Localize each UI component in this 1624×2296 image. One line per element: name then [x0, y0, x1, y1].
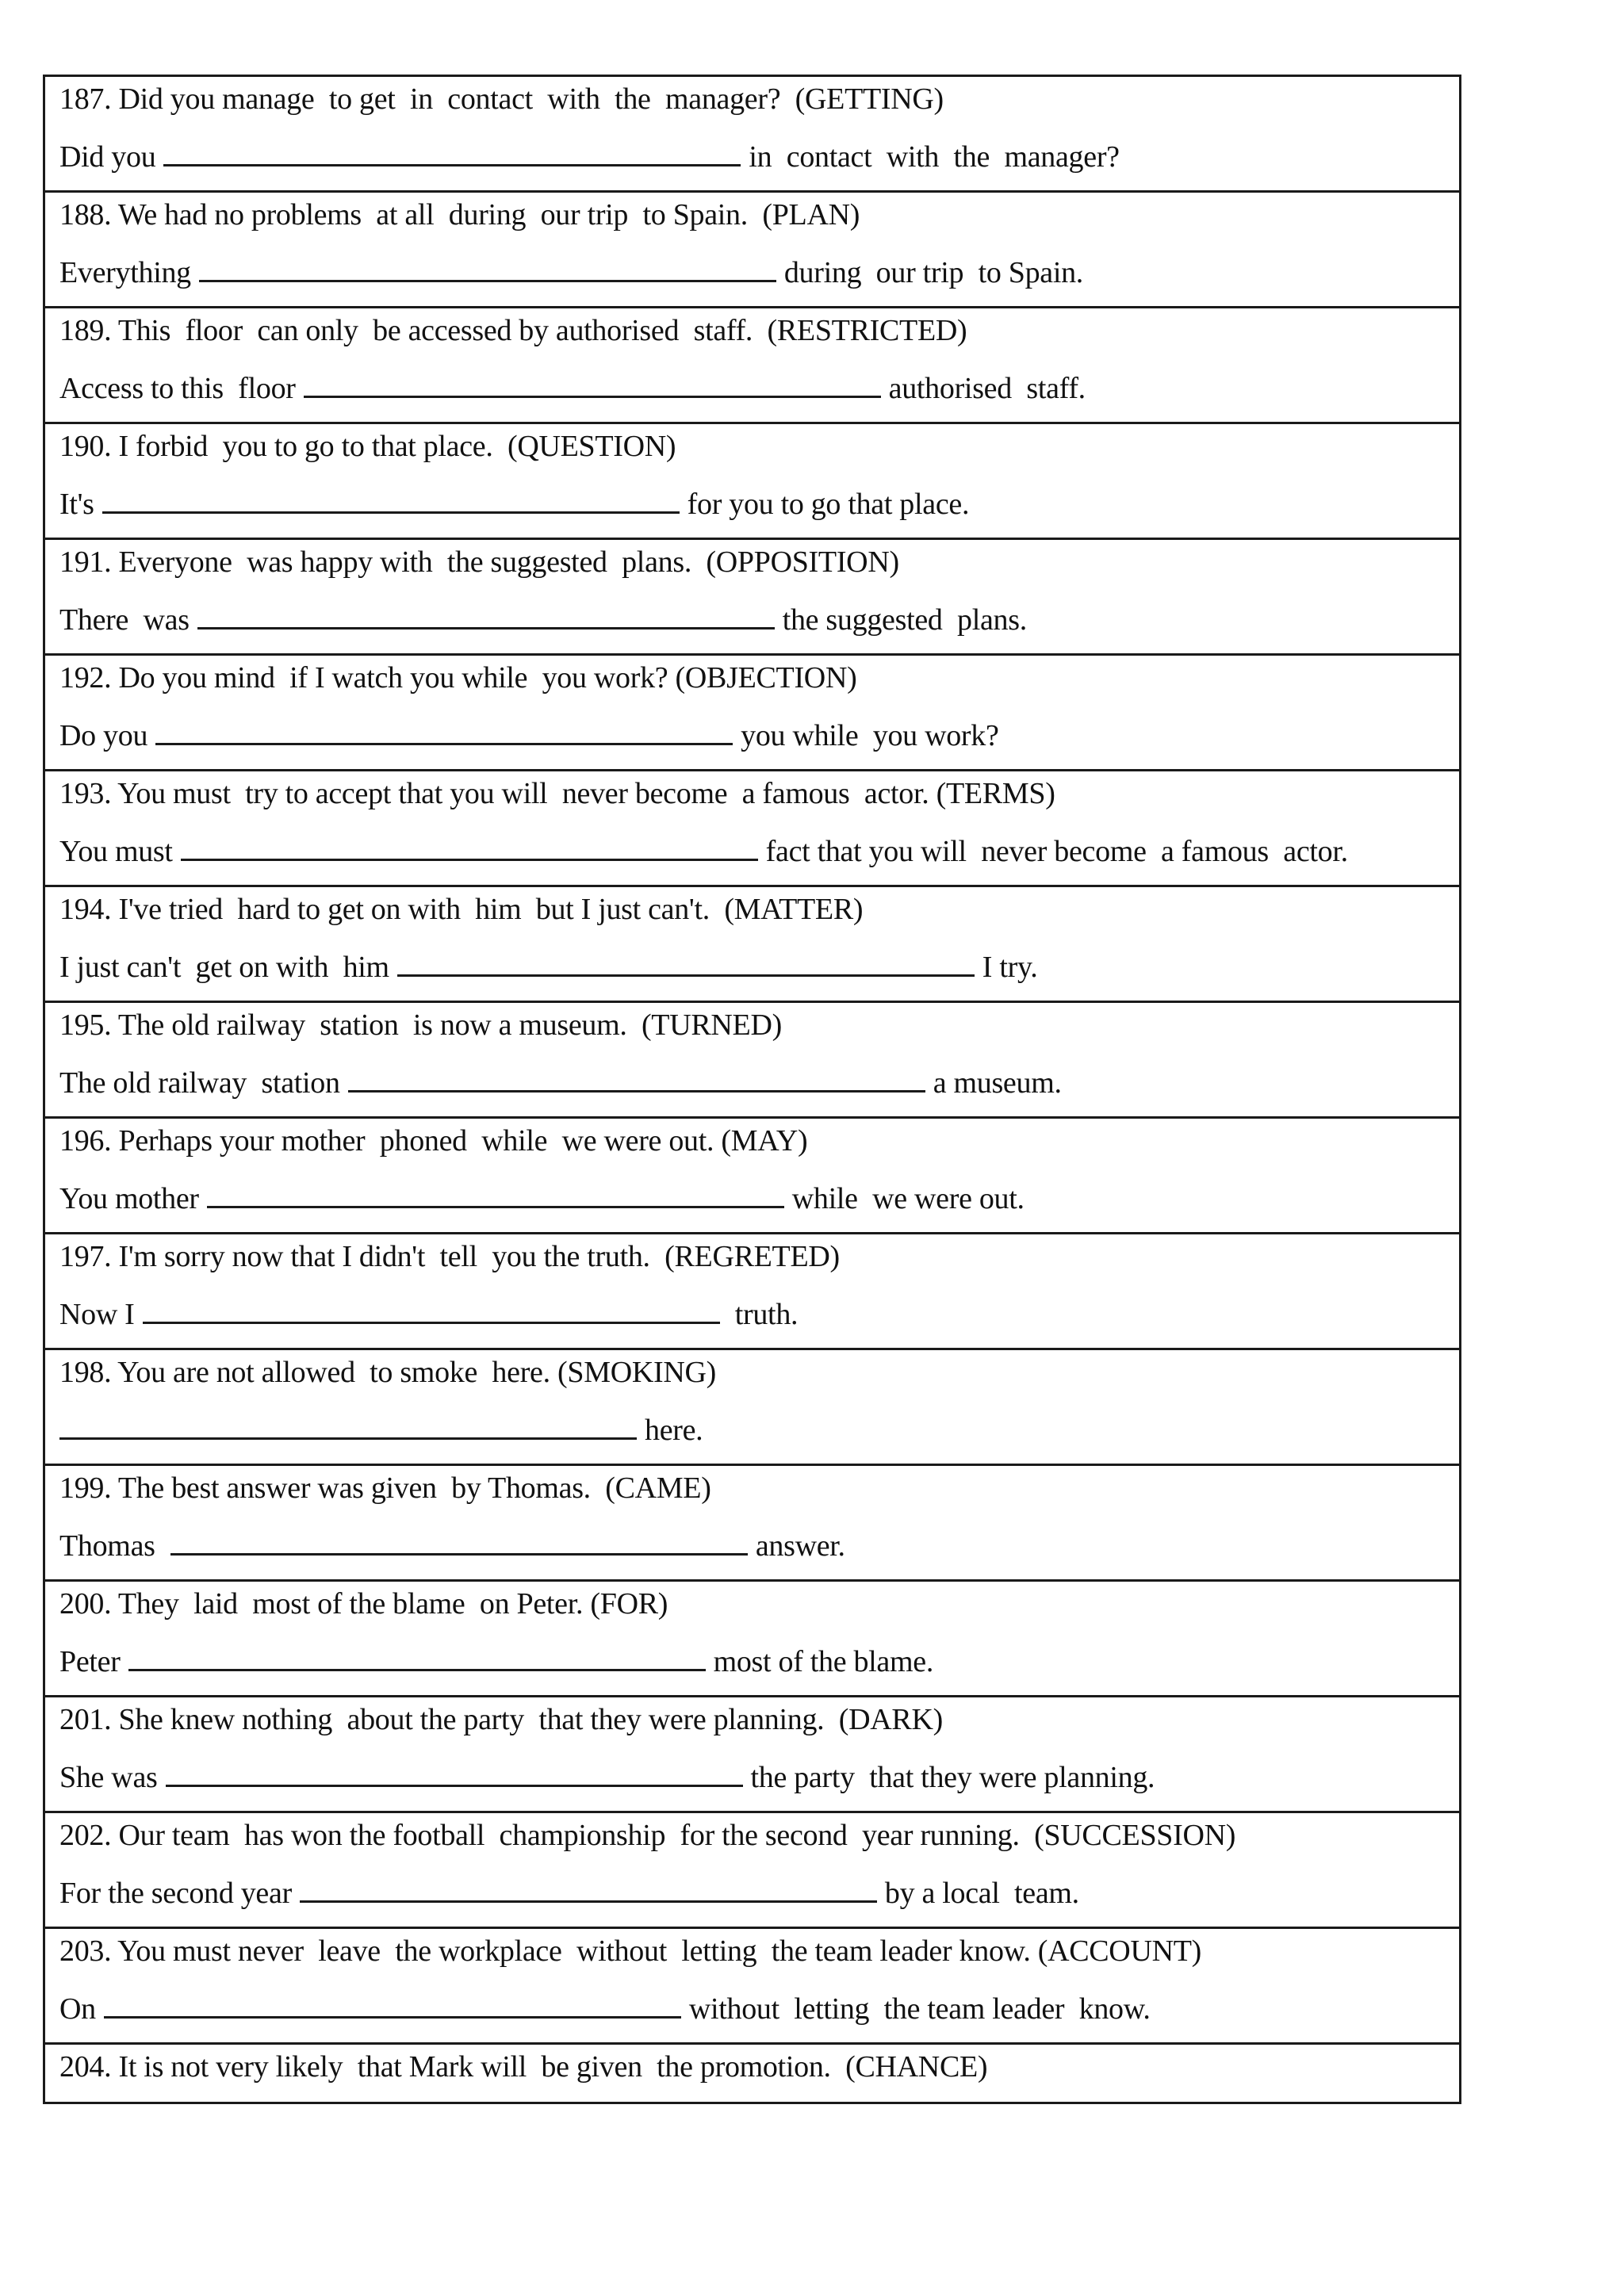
answer-blank[interactable]	[155, 718, 733, 745]
exercise-row	[45, 771, 1459, 887]
answer-line	[59, 833, 1348, 869]
answer-blank[interactable]	[348, 1065, 925, 1093]
answer-suffix: fact that you will never become a famous actor.	[765, 835, 1348, 868]
answer-suffix: truth.	[727, 1298, 799, 1331]
exercise-row	[45, 424, 1459, 540]
exercise-row	[45, 1466, 1459, 1582]
answer-prefix: She was	[59, 1761, 158, 1794]
answer-blank[interactable]	[104, 1991, 681, 2019]
answer-suffix: during our trip to Spain.	[783, 256, 1084, 289]
question-text: 201. She knew nothing about the party that they were planning. (DARK)	[59, 1703, 943, 1736]
answer-blank[interactable]	[304, 370, 881, 398]
answer-suffix: while we were out.	[791, 1182, 1025, 1215]
exercise-row	[45, 193, 1459, 308]
question-text: 198. You are not allowed to smoke here. (SMOKING)	[59, 1356, 716, 1389]
exercise-row	[45, 1234, 1459, 1350]
answer-prefix: Thomas	[59, 1529, 163, 1563]
question-text: 194. I've tried hard to get on with him but I just can't. (MATTER)	[59, 893, 864, 926]
answer-prefix: Did you	[59, 140, 156, 174]
exercise-row	[45, 1119, 1459, 1234]
answer-line	[59, 1644, 933, 1679]
answer-prefix: There was	[59, 603, 190, 637]
exercise-row	[45, 1582, 1459, 1697]
answer-suffix: answer.	[755, 1529, 845, 1563]
answer-line	[59, 486, 969, 522]
answer-suffix: by a local team.	[884, 1877, 1079, 1910]
question-text: 190. I forbid you to go to that place. (QUESTION)	[59, 430, 676, 463]
answer-line	[59, 949, 1037, 985]
answer-suffix: the suggested plans.	[782, 603, 1027, 637]
question-text: 188. We had no problems at all during our trip to Spain. (PLAN)	[59, 198, 860, 232]
question-text: 204. It is not very likely that Mark will be given the promotion. (CHANCE)	[59, 2050, 988, 2084]
question-text: 192. Do you mind if I watch you while you work? (OBJECTION)	[59, 661, 857, 695]
answer-prefix: The old railway station	[59, 1066, 340, 1100]
answer-suffix: the party that they were planning.	[750, 1761, 1155, 1794]
answer-blank[interactable]	[128, 1644, 706, 1671]
question-text: 203. You must never leave the workplace without letting the team leader know. (ACCOUNT)	[59, 1934, 1202, 1968]
answer-line	[59, 1296, 798, 1332]
answer-line	[59, 1412, 703, 1448]
exercise-row	[45, 1350, 1459, 1466]
question-text: 193. You must try to accept that you will never become a famous actor. (TERMS)	[59, 777, 1055, 810]
answer-line	[59, 718, 999, 753]
answer-prefix: Now I	[59, 1298, 135, 1331]
exercise-row	[45, 540, 1459, 656]
answer-blank[interactable]	[207, 1181, 784, 1208]
exercise-row	[45, 887, 1459, 1003]
answer-blank[interactable]	[300, 1875, 877, 1903]
answer-blank[interactable]	[163, 139, 741, 166]
question-text: 200. They laid most of the blame on Peter. (FOR)	[59, 1587, 668, 1621]
answer-blank[interactable]	[143, 1296, 720, 1324]
answer-blank[interactable]	[181, 833, 758, 861]
answer-suffix: a museum.	[933, 1066, 1062, 1100]
answer-suffix: here.	[645, 1414, 703, 1447]
exercise-row	[45, 2045, 1459, 2102]
exercise-row	[45, 1813, 1459, 1929]
exercise-row	[45, 77, 1459, 193]
question-text: 187. Did you manage to get in contact with the manager? (GETTING)	[59, 82, 944, 116]
answer-prefix: You mother	[59, 1182, 199, 1215]
answer-prefix: Everything	[59, 256, 191, 289]
answer-prefix: For the second year	[59, 1877, 292, 1910]
answer-blank[interactable]	[199, 254, 776, 282]
answer-suffix: I try.	[982, 951, 1038, 984]
answer-blank[interactable]	[166, 1759, 743, 1787]
question-text: 196. Perhaps your mother phoned while we were out. (MAY)	[59, 1124, 808, 1158]
exercise-table	[43, 75, 1461, 2104]
question-text: 199. The best answer was given by Thomas. (CAME)	[59, 1471, 711, 1505]
answer-prefix: You must	[59, 835, 173, 868]
question-text: 202. Our team has won the football championship for the second year running. (SUCCESSION)	[59, 1819, 1236, 1852]
answer-line	[59, 254, 1083, 290]
answer-blank[interactable]	[397, 949, 975, 977]
exercise-row	[45, 656, 1459, 771]
answer-line	[59, 1528, 845, 1563]
question-text: 197. I'm sorry now that I didn't tell you the truth. (REGRETED)	[59, 1240, 840, 1273]
answer-blank[interactable]	[197, 602, 775, 629]
answer-suffix: most of the blame.	[713, 1645, 934, 1678]
answer-prefix: On	[59, 1992, 96, 2026]
exercise-row	[45, 1929, 1459, 2045]
answer-suffix: without letting the team leader know.	[688, 1992, 1151, 2026]
question-text: 189. This floor can only be accessed by authorised staff. (RESTRICTED)	[59, 314, 967, 347]
answer-prefix: It's	[59, 488, 94, 521]
answer-prefix: Do you	[59, 719, 148, 752]
answer-blank[interactable]	[170, 1528, 748, 1556]
answer-line	[59, 1759, 1155, 1795]
answer-prefix: Peter	[59, 1645, 121, 1678]
answer-suffix: you while you work?	[741, 719, 999, 752]
answer-line	[59, 1991, 1151, 2026]
answer-line	[59, 370, 1086, 406]
answer-blank[interactable]	[59, 1412, 637, 1440]
answer-prefix: I just can't get on with him	[59, 951, 389, 984]
answer-suffix: in contact with the manager?	[749, 140, 1120, 174]
answer-blank[interactable]	[102, 486, 680, 514]
answer-line	[59, 1065, 1062, 1100]
answer-line	[59, 1181, 1025, 1216]
exercise-row	[45, 1697, 1459, 1813]
answer-line	[59, 139, 1120, 174]
answer-prefix: Access to this floor	[59, 372, 296, 405]
question-text: 195. The old railway station is now a museum. (TURNED)	[59, 1008, 782, 1042]
answer-suffix: authorised staff.	[888, 372, 1086, 405]
question-text: 191. Everyone was happy with the suggested plans. (OPPOSITION)	[59, 545, 899, 579]
answer-line	[59, 602, 1027, 637]
answer-suffix: for you to go that place.	[687, 488, 970, 521]
exercise-row	[45, 308, 1459, 424]
answer-line	[59, 1875, 1079, 1911]
exercise-row	[45, 1003, 1459, 1119]
